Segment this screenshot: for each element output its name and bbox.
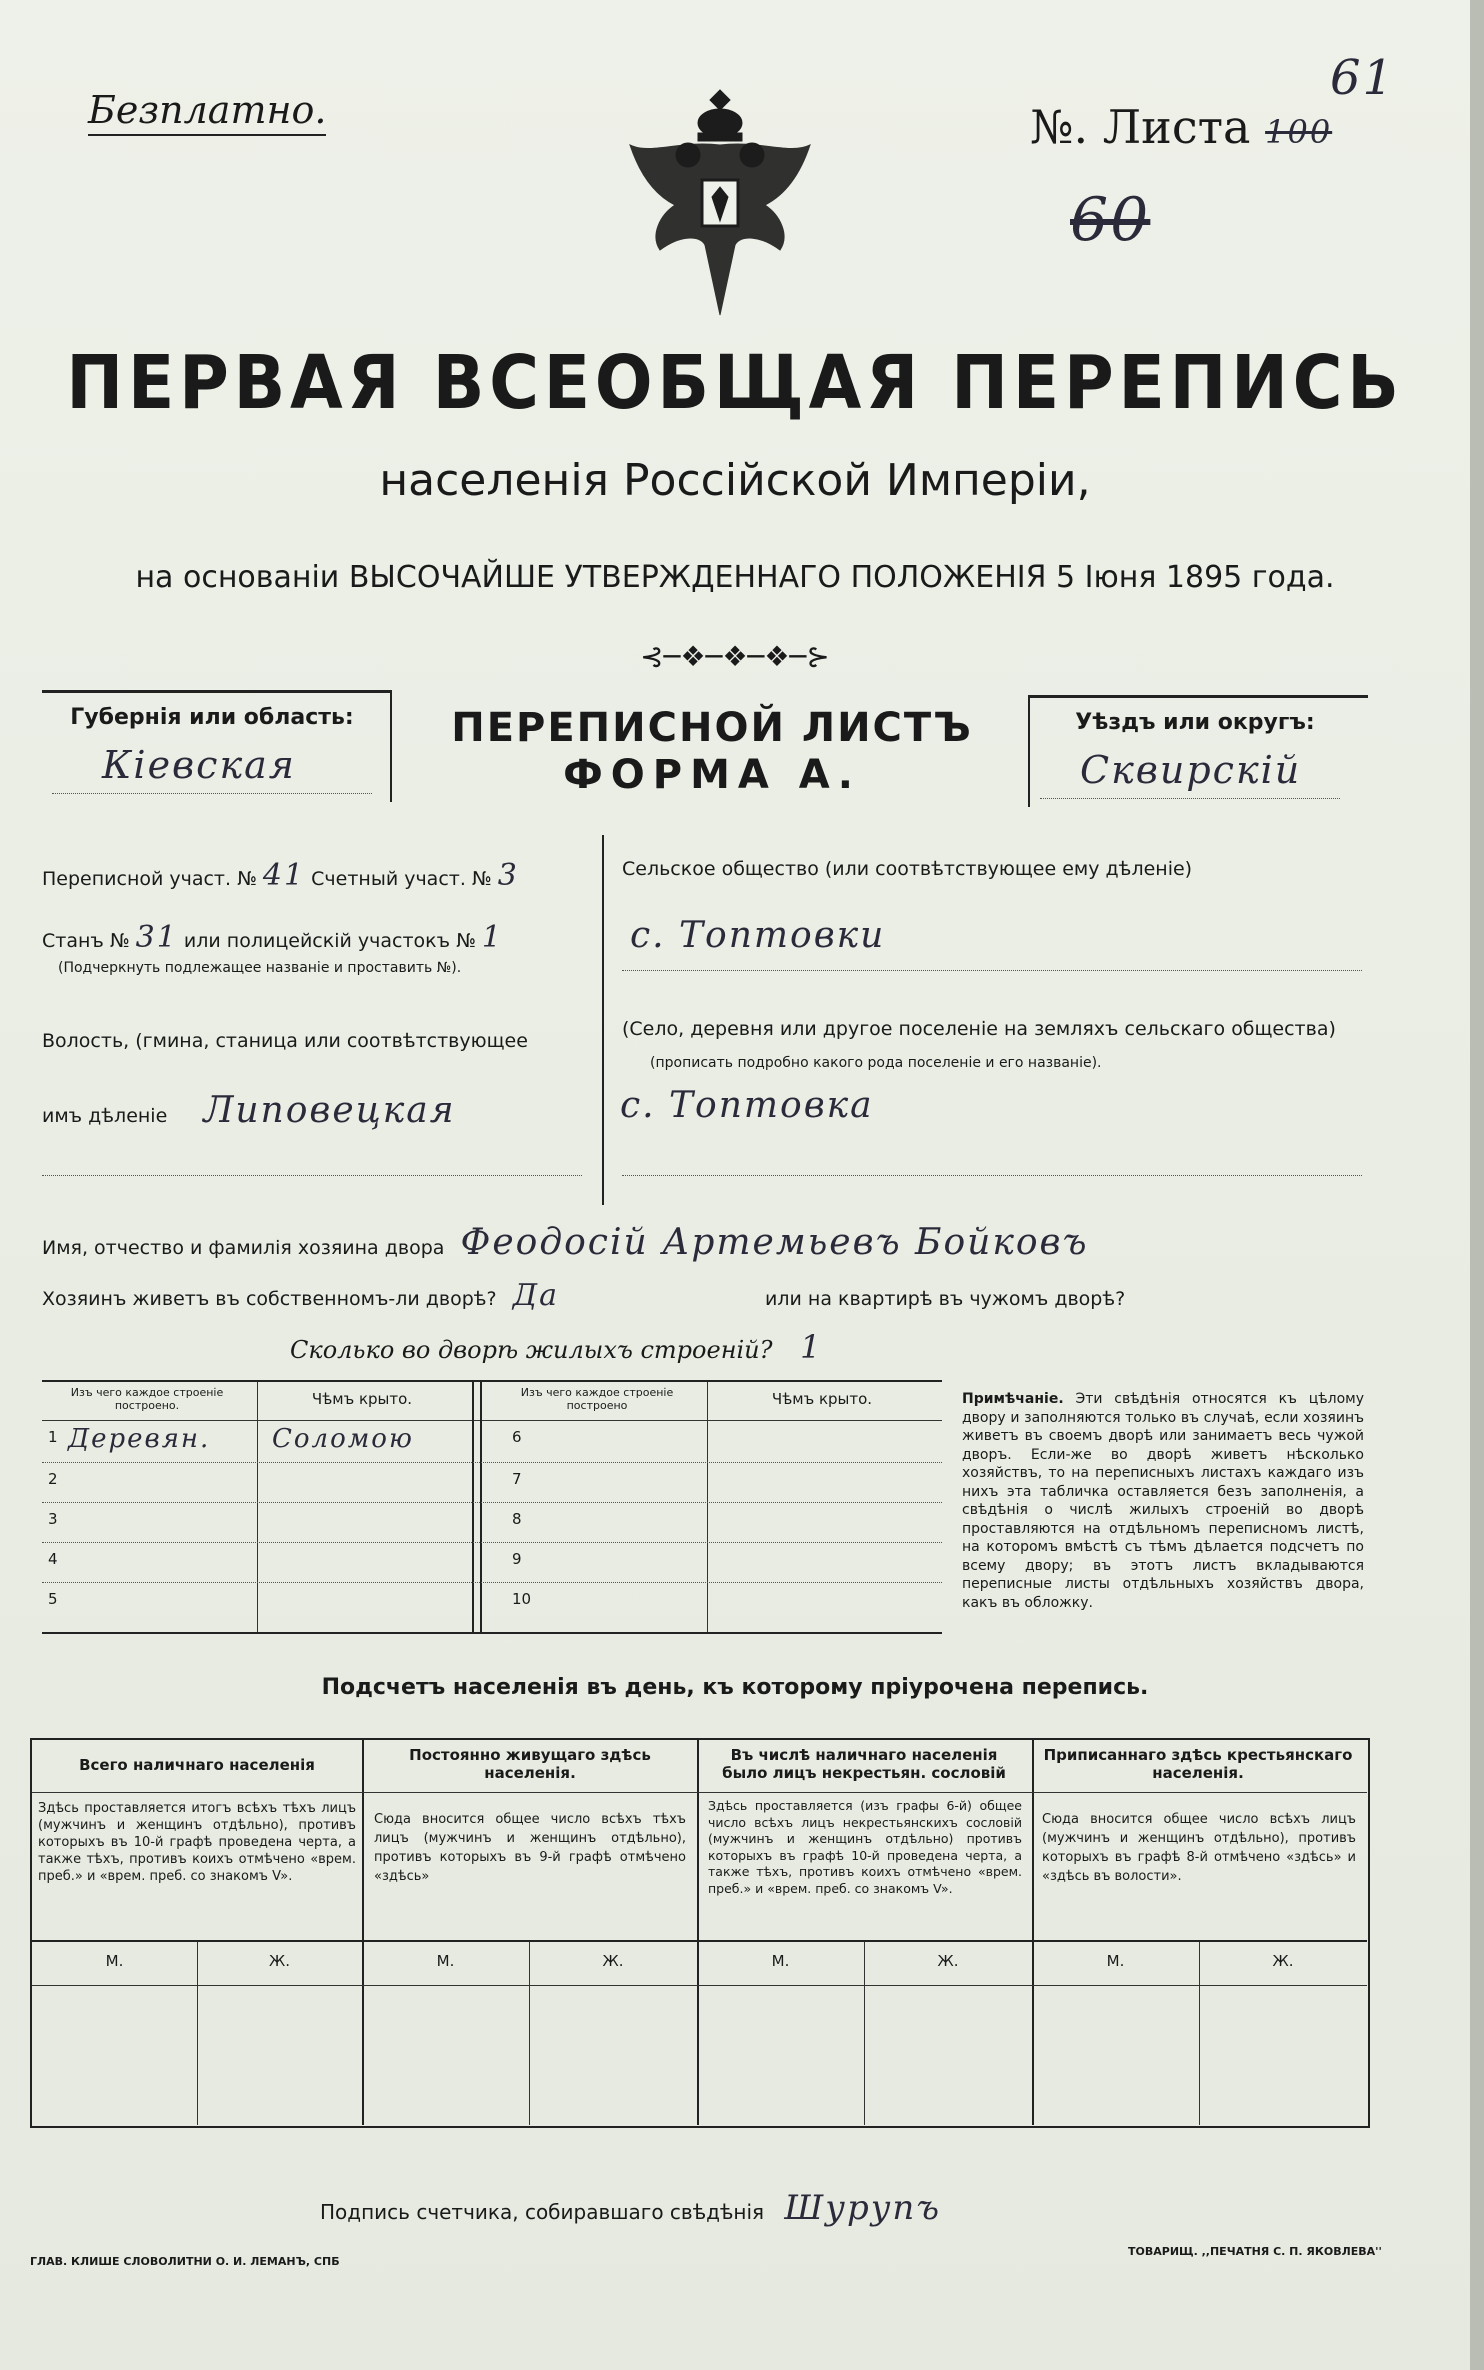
- building-row-3-num: 3: [48, 1510, 58, 1528]
- buildings-label: Сколько во дворѣ жилыхъ строеній?: [290, 1336, 773, 1364]
- ornament-divider: ⊰─❖─❖─❖─⊱: [640, 640, 830, 673]
- archive-number: 61: [1330, 50, 1396, 106]
- fields-divider: [602, 835, 604, 1205]
- census-title: ПЕРВАЯ ВСЕОБЩАЯ ПЕРЕПИСЬ: [66, 340, 1404, 426]
- census-area-value: 41: [262, 858, 306, 893]
- rent-label: или на квартирѣ въ чужомъ дворѣ?: [765, 1288, 1126, 1310]
- village-value: с. Топтовка: [620, 1085, 874, 1126]
- form-name: ПЕРЕПИСНОЙ ЛИСТЪ: [451, 705, 973, 751]
- census-subtitle: населенія Россійской Имперіи,: [379, 455, 1091, 506]
- society-label: Сельское общество (или соотвѣтствующее ему дѣленіе): [622, 858, 1193, 880]
- village-note: (прописать подробно какого рода поселеніе и его названіе).: [650, 1055, 1102, 1071]
- census-area-label: Переписной участ. №: [42, 868, 257, 890]
- volost-value: Липовецкая: [203, 1090, 456, 1131]
- stan-value: 31: [135, 920, 178, 955]
- owner-name-label: Имя, отчество и фамилія хозяина двора: [42, 1237, 445, 1259]
- province-value: Кіевская: [102, 743, 296, 787]
- count-col-1-body: Здѣсь проставляется итогъ всѣхъ тѣхъ лицъ (мужчинъ и женщинъ отдѣльно), противъ которыхъ въ 10-й графѣ проведена черта, а также тѣхъ, противъ коихъ отмѣчено «врем. преб.» и «врем. преб. со знакомъ V».: [38, 1801, 356, 1884]
- note-text: Эти свѣдѣнія относятся къ цѣлому двору и заполняются только въ случаѣ, если хозяинъ живетъ въ своемъ дворѣ или занимаетъ весь чужой дворъ. Если-же во дворѣ живетъ нѣсколько хозяйствъ, то на переписныхъ листахъ каждаго изъ нихъ эта табличка оставляется безъ заполненія, а свѣдѣнія о числѣ жилыхъ строеній во дворѣ проставляются на отдѣльномъ переписномъ листѣ, на которомъ вмѣстѣ съ тѣмъ дѣлается подсчетъ по всему двору; въ этотъ листъ вкладываются переписные листы отдѣльныхъ хозяйствъ двора, какъ въ обложку.: [962, 1391, 1364, 1611]
- coat-of-arms-icon: [620, 85, 820, 325]
- province-label: Губернія или область:: [70, 705, 354, 730]
- signature-value: Шурупъ: [784, 2188, 941, 2228]
- count-col-4-body: Сюда вносится общее число всѣхъ лицъ (мужчинъ и женщинъ отдѣльно), противъ которыхъ въ графѣ 8-й отмѣчено «здѣсь» и «здѣсь въ волости».: [1042, 1812, 1356, 1884]
- count-col-1-m: М.: [105, 1952, 124, 1970]
- count-col-3-body: Здѣсь проставляется (изъ графы 6-й) общее число всѣхъ лицъ некрестьянскихъ сословій (мужчинъ и женщинъ отдѣльно) противъ которыхъ въ графѣ 10-й проведена черта, а также тѣхъ, противъ коихъ отмѣчено «врем. преб.» и «врем. преб. со знакомъ V».: [708, 1798, 1022, 1896]
- own-yard-value: Да: [512, 1278, 559, 1313]
- sheet-number-value: 100: [1265, 113, 1333, 151]
- buildings-table: [42, 1380, 942, 1634]
- count-title: Подсчетъ населенія въ день, къ которому пріурочена перепись.: [321, 1675, 1149, 1700]
- form-type: ФОРМА А.: [563, 752, 861, 798]
- note-head: Примѣчаніе.: [962, 1391, 1064, 1407]
- sheet-number: [1030, 100, 1332, 154]
- volost-field: [42, 1090, 456, 1131]
- buildings-field: [290, 1328, 823, 1366]
- count-area-label: Счетный участ. №: [311, 868, 492, 890]
- signature-label: Подпись счетчика, собиравшаго свѣдѣнія: [320, 2200, 765, 2224]
- roof-header-2: Чѣмъ крыто.: [771, 1390, 873, 1408]
- village-label: (Село, деревня или другое поселеніе на земляхъ сельскаго общества): [622, 1018, 1336, 1040]
- police-label: или полицейскій участокъ №: [183, 930, 476, 952]
- count-col-2-body: Сюда вносится общее число всѣхъ тѣхъ лицъ (мужчинъ и женщинъ отдѣльно), противъ которыхъ въ 9-й графѣ отмѣчено «здѣсь»: [374, 1812, 686, 1884]
- count-area-value: 3: [497, 858, 519, 893]
- signature-field: [320, 2188, 941, 2228]
- volost-label: Волость, (гмина, станица или соотвѣтствующее: [42, 1030, 528, 1052]
- building-row-1-roof: Соломою: [272, 1424, 414, 1454]
- free-label: Безплатно.: [88, 88, 326, 136]
- count-col-2-head: Постоянно живущаго здѣсь населенія.: [409, 1746, 651, 1782]
- district-label: Уѣздъ или округъ:: [1075, 710, 1315, 735]
- owner-residence-field: [42, 1278, 1125, 1313]
- count-col-2-zh: Ж.: [602, 1952, 624, 1970]
- printer-right: ТОВАРИЩ. ,,ПЕЧАТНЯ С. П. ЯКОВЛЕВА'': [1128, 2245, 1382, 2258]
- building-row-2-num: 2: [48, 1470, 58, 1488]
- police-value: 1: [481, 920, 503, 955]
- count-col-3-m: М.: [771, 1952, 790, 1970]
- building-row-6-num: 6: [512, 1428, 522, 1446]
- building-row-1-num: 1: [48, 1428, 58, 1446]
- sheet-number-label: №. Листа: [1030, 100, 1251, 154]
- building-row-7-num: 7: [512, 1470, 522, 1488]
- count-col-4-zh: Ж.: [1272, 1952, 1294, 1970]
- count-col-3-zh: Ж.: [937, 1952, 959, 1970]
- district-box: [1028, 695, 1368, 807]
- stan-label: Станъ №: [42, 930, 130, 952]
- page-edge: [1470, 0, 1484, 2370]
- buildings-value: 1: [800, 1328, 823, 1366]
- note-block: [962, 1390, 1364, 1612]
- sheet-number-handwritten: 60: [1070, 185, 1151, 255]
- count-col-1-zh: Ж.: [269, 1952, 290, 1970]
- society-value: с. Топтовки: [630, 915, 886, 956]
- building-row-9-num: 9: [512, 1550, 522, 1568]
- stan-field: [42, 920, 503, 955]
- volost-label2: имъ дѣленіе: [42, 1105, 168, 1127]
- building-row-1-material: Деревян.: [68, 1424, 211, 1454]
- province-box: [42, 690, 392, 802]
- count-col-4-m: М.: [1106, 1952, 1125, 1970]
- count-col-2-m: М.: [436, 1952, 455, 1970]
- census-basis: на основаніи ВЫСОЧАЙШЕ УТВЕРЖДЕННАГО ПОЛОЖЕНІЯ 5 Іюня 1895 года.: [135, 560, 1335, 595]
- district-value: Сквирскій: [1080, 748, 1302, 792]
- stan-note: (Подчеркнуть подлежащее названіе и проставить №).: [58, 960, 462, 976]
- building-row-8-num: 8: [512, 1510, 522, 1528]
- material-header-2: Изъ чего каждое строеніе построено: [520, 1386, 674, 1412]
- roof-header: Чѣмъ крыто.: [311, 1390, 413, 1408]
- census-area-field: [42, 858, 519, 893]
- own-yard-label: Хозяинъ живетъ въ собственномъ-ли дворѣ?: [42, 1288, 497, 1310]
- owner-name-value: Феодосій Артемьевъ Бойковъ: [460, 1222, 1089, 1263]
- building-row-5-num: 5: [48, 1590, 58, 1608]
- building-row-4-num: 4: [48, 1550, 58, 1568]
- count-col-4-head: Приписаннаго здѣсь крестьянскаго населенія.: [1043, 1746, 1353, 1782]
- printer-left: ГЛАВ. КЛИШЕ СЛОВОЛИТНИ О. И. ЛЕМАНЪ, СПБ: [30, 2255, 340, 2268]
- count-col-3-head: Въ числѣ наличнаго населенія было лицъ некрестьян. сословій: [722, 1746, 1006, 1782]
- count-table: [30, 1738, 1370, 2128]
- count-col-1-head: Всего наличнаго населенія: [79, 1756, 315, 1774]
- owner-name-field: [42, 1222, 1088, 1263]
- building-row-10-num: 10: [512, 1590, 532, 1608]
- material-header: Изъ чего каждое строеніе построено.: [70, 1386, 224, 1412]
